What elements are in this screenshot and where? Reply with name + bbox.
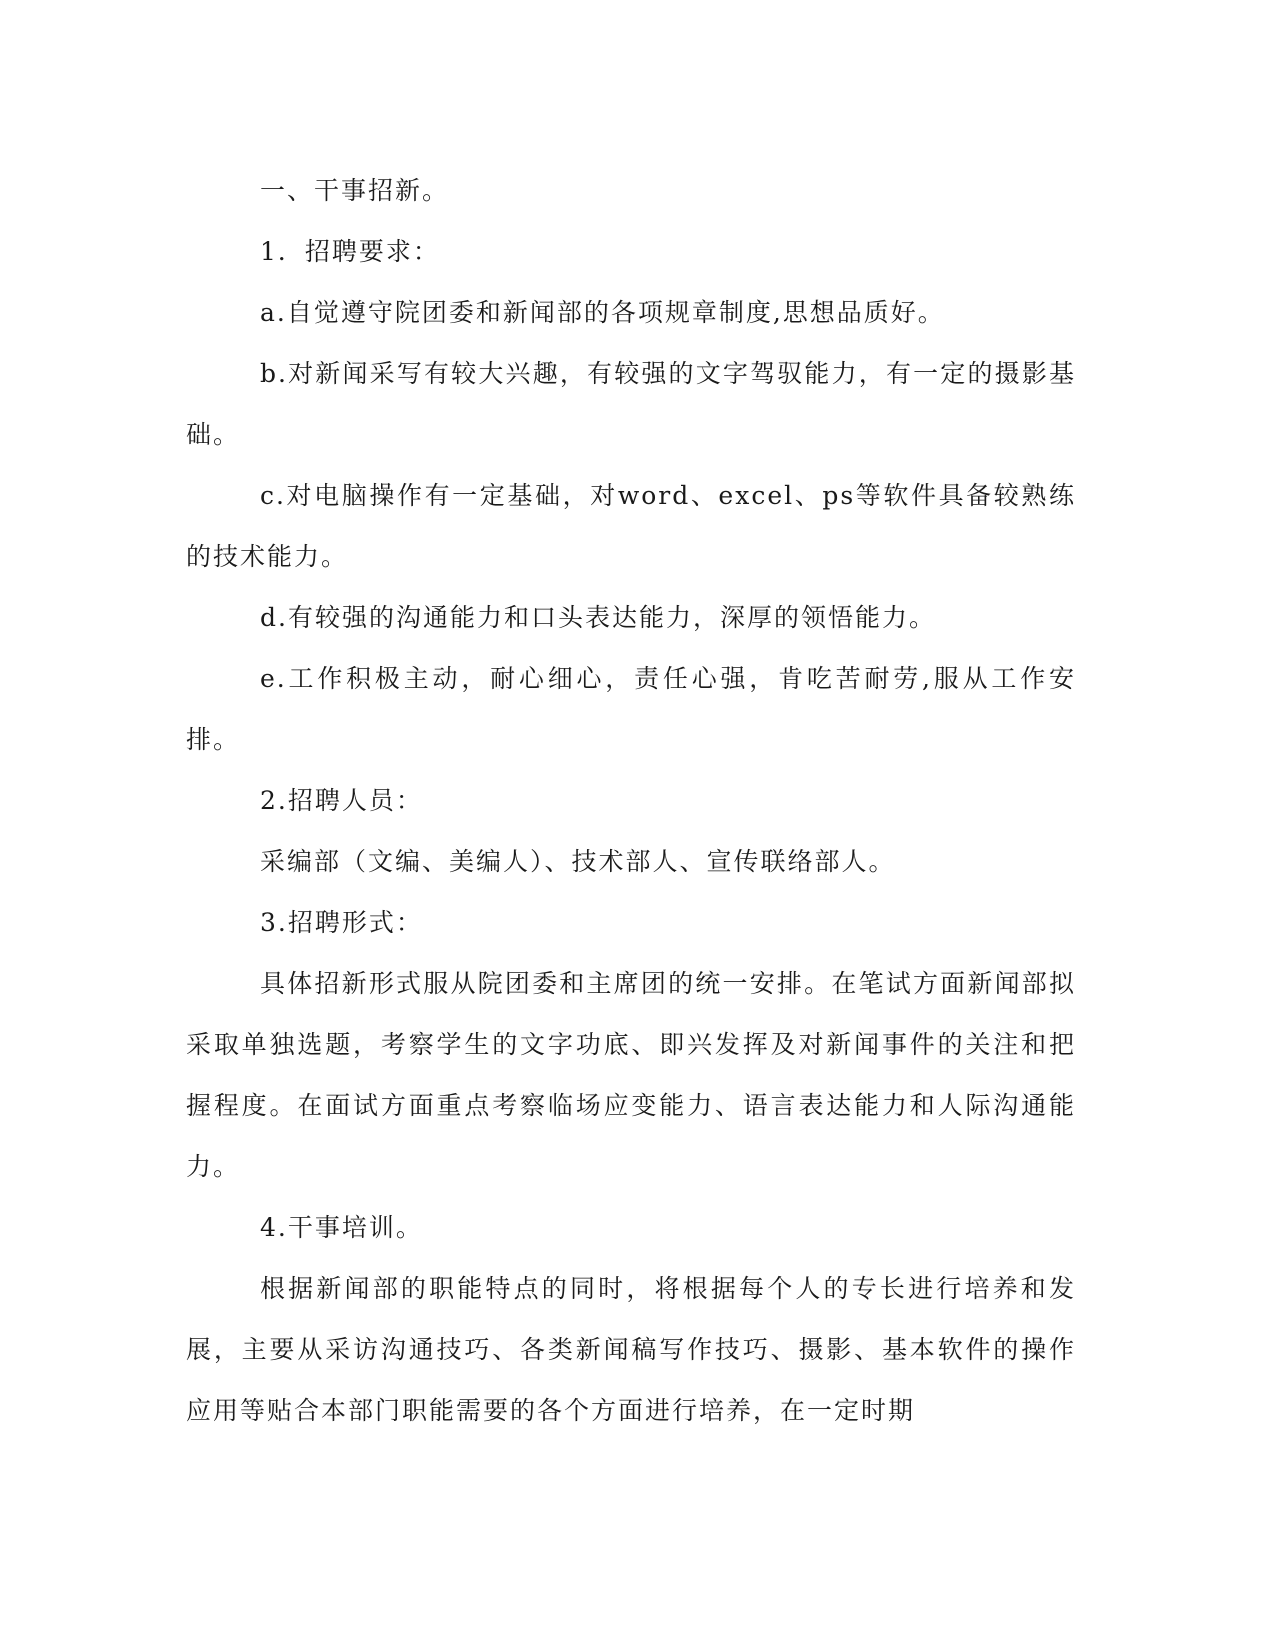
subsection-heading: 1．招聘要求：: [260, 237, 440, 266]
requirement-item: c.对电脑操作有一定基础，对word、excel、ps等软件具备较熟练的技术能力。: [186, 481, 1076, 571]
body-paragraph: 具体招新形式服从院团委和主席团的统一安排。在笔试方面新闻部拟采取单独选题，考察学生的文字功底、即兴发挥及对新闻事件的关注和把握程度。在面试方面重点考察临场应变能力、语言表达能力和人际沟通能力。: [186, 969, 1076, 1181]
document-body: [186, 160, 1076, 1441]
subsection-heading: 2.招聘人员：: [260, 786, 423, 815]
subsection-heading: 4.干事培训。: [260, 1213, 423, 1242]
subsection-heading: 3.招聘形式：: [260, 908, 423, 937]
requirement-item: e.工作积极主动，耐心细心，责任心强，肯吃苦耐劳,服从工作安排。: [186, 664, 1076, 754]
section-heading: 一、干事招新。: [260, 176, 450, 205]
requirement-item: b.对新闻采写有较大兴趣，有较强的文字驾驭能力，有一定的摄影基础。: [186, 359, 1076, 449]
requirement-item: d.有较强的沟通能力和口头表达能力，深厚的领悟能力。: [260, 603, 936, 632]
requirement-item: a.自觉遵守院团委和新闻部的各项规章制度,思想品质好。: [260, 298, 945, 327]
body-paragraph: 采编部（文编、美编人）、技术部人、宣传联络部人。: [260, 847, 896, 876]
body-paragraph: 根据新闻部的职能特点的同时，将根据每个人的专长进行培养和发展，主要从采访沟通技巧、各类新闻稿写作技巧、摄影、基本软件的操作应用等贴合本部门职能需要的各个方面进行培养，在一定时期: [186, 1274, 1076, 1425]
